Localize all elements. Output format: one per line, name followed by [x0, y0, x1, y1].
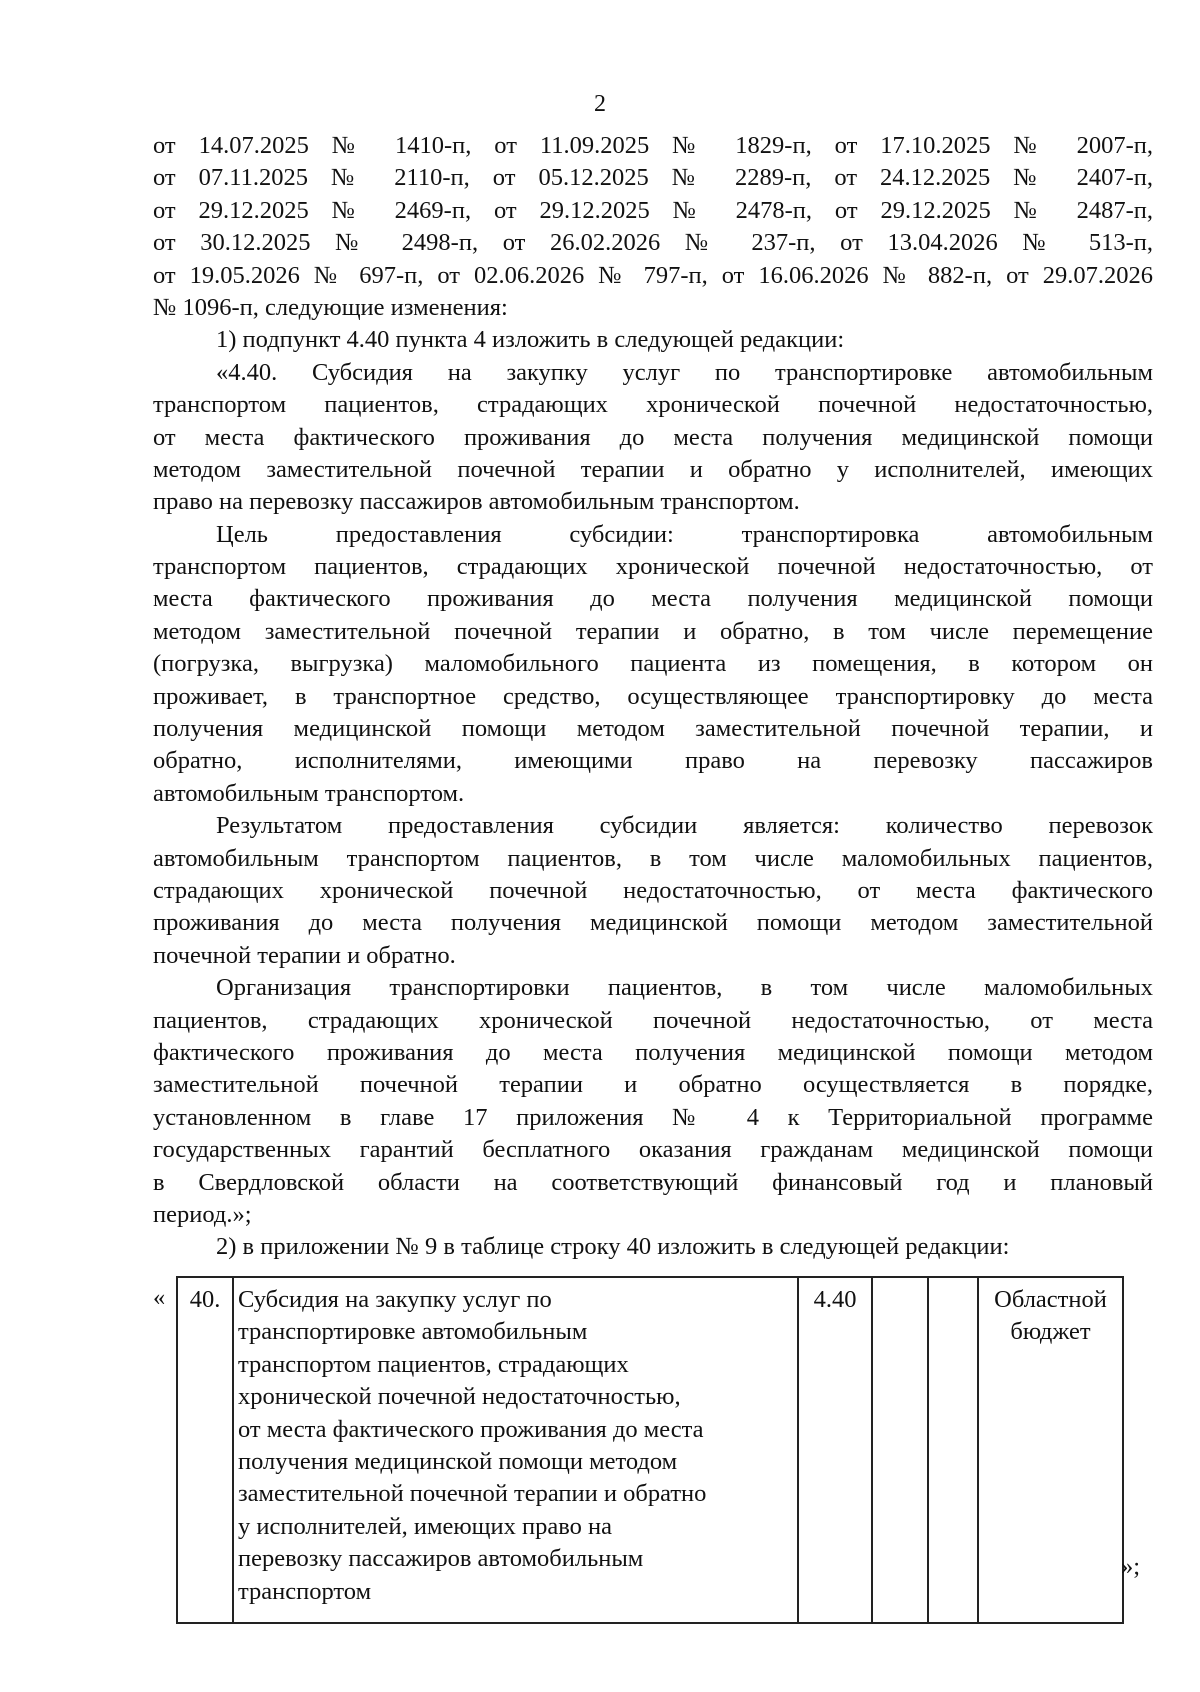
- description-line: получения медицинской помощи методом: [238, 1448, 678, 1476]
- paragraph-line: заместительной почечной терапии и обратно осуществляется в порядке,: [153, 1071, 1153, 1099]
- description-line: от места фактического проживания до места: [238, 1415, 704, 1443]
- description-line: Субсидия на закупку услуг по: [238, 1286, 552, 1313]
- item2-heading: 2) в приложении № 9 в таблице строку 40 изложить в следующей редакции:: [216, 1233, 1010, 1261]
- paragraph-line: методом заместительной почечной терапии и обратно, в том числе перемещение: [153, 617, 1153, 645]
- paragraph-line: Цель предоставления субсидии: транспортировка автомобильным: [216, 520, 1153, 548]
- paragraph-line: почечной терапии и обратно.: [153, 941, 456, 969]
- paragraph-line: Результатом предоставления субсидии является: количество перевозок: [216, 812, 1153, 840]
- paragraph-line: государственных гарантий бесплатного оказания гражданам медицинской помощи: [153, 1136, 1153, 1164]
- description-line: перевозку пассажиров автомобильным: [238, 1545, 644, 1573]
- table-open-quote: «: [153, 1284, 166, 1311]
- description-line: заместительной почечной терапии и обратно: [238, 1480, 707, 1508]
- row-description-cell: [233, 1277, 798, 1623]
- description-line: транспортом пациентов, страдающих: [238, 1350, 629, 1378]
- document-body: [153, 130, 1153, 1264]
- paragraph-line: автомобильным транспортом.: [153, 779, 465, 807]
- row-source-cell: [978, 1277, 1123, 1623]
- paragraph-line: получения медицинской помощи методом заместительной почечной терапии, и: [153, 715, 1153, 743]
- intro-line: от 14.07.2025 № 1410-п, от 11.09.2025 № 1829-п, от 17.10.2025 № 2007-п,: [153, 132, 1153, 159]
- paragraph-line: фактического проживания до места получения медицинской помощи методом: [153, 1038, 1153, 1066]
- intro-line: от 30.12.2025 № 2498-п, от 26.02.2026 № 237-п, от 13.04.2026 № 513-п,: [153, 229, 1153, 257]
- paragraph-line: места фактического проживания до места получения медицинской помощи: [153, 585, 1153, 613]
- row-empty-cell: [872, 1277, 928, 1623]
- paragraph-line: от места фактического проживания до места получения медицинской помощи: [153, 423, 1153, 451]
- paragraph-line: Организация транспортировки пациентов, в том числе маломобильных: [216, 974, 1153, 1002]
- paragraph-line: транспортом пациентов, страдающих хронической почечной недостаточностью, от: [153, 553, 1153, 581]
- paragraph-line: транспортом пациентов, страдающих хронической почечной недостаточностью,: [153, 391, 1153, 419]
- page-number: 2: [594, 91, 606, 117]
- paragraph-line: период.»;: [153, 1200, 252, 1228]
- description-line: транспортом: [238, 1577, 372, 1605]
- intro-line: № 1096-п, следующие изменения:: [153, 293, 508, 321]
- description-line: хронической почечной недостаточностью,: [238, 1383, 681, 1411]
- paragraph-line: методом заместительной почечной терапии и обратно у исполнителей, имеющих: [153, 455, 1153, 483]
- row-number-cell: 40.: [177, 1277, 233, 1623]
- table-close-quote: »;: [1121, 1553, 1141, 1580]
- source-line: Областной: [994, 1286, 1107, 1313]
- paragraph-line: проживает, в транспортное средство, осуществляющее транспортировку до места: [153, 682, 1153, 710]
- paragraph-line: страдающих хронической почечной недостаточностью, от места фактического: [153, 876, 1153, 904]
- description-line: транспортировке автомобильным: [238, 1318, 588, 1346]
- paragraph-line: в Свердловской области на соответствующий финансовый год и плановый: [153, 1168, 1153, 1196]
- paragraph-line: обратно, исполнителями, имеющими право на перевозку пассажиров: [153, 747, 1153, 775]
- paragraph-line: проживания до места получения медицинской помощи методом заместительной: [153, 909, 1153, 937]
- description-line: у исполнителей, имеющих право на: [238, 1512, 613, 1540]
- paragraph-line: пациентов, страдающих хронической почечной недостаточностью, от места: [153, 1006, 1153, 1034]
- intro-line: от 29.12.2025 № 2469-п, от 29.12.2025 № 2478-п, от 29.12.2025 № 2487-п,: [153, 196, 1153, 224]
- paragraph-line: «4.40. Субсидия на закупку услуг по транспортировке автомобильным: [216, 358, 1153, 386]
- paragraph-line: установленном в главе 17 приложения № 4 к Территориальной программе: [153, 1103, 1153, 1131]
- table-row: [177, 1277, 1123, 1623]
- appendix-table: [176, 1276, 1124, 1624]
- paragraph-line: (погрузка, выгрузка) маломобильного пациента из помещения, в котором он: [153, 650, 1153, 678]
- intro-line: от 07.11.2025 № 2110-п, от 05.12.2025 № 2289-п, от 24.12.2025 № 2407-п,: [153, 164, 1153, 192]
- paragraph-line: право на перевозку пассажиров автомобильным транспортом.: [153, 488, 800, 516]
- row-empty-cell: [928, 1277, 978, 1623]
- paragraph-line: автомобильным транспортом пациентов, в том числе маломобильных пациентов,: [153, 844, 1153, 872]
- intro-line: от 19.05.2026 № 697-п, от 02.06.2026 № 797-п, от 16.06.2026 № 882-п, от 29.07.2026: [153, 261, 1153, 289]
- row-code-cell: 4.40: [798, 1277, 872, 1623]
- item1-heading: 1) подпункт 4.40 пункта 4 изложить в следующей редакции:: [216, 326, 845, 354]
- source-line: бюджет: [1010, 1318, 1091, 1346]
